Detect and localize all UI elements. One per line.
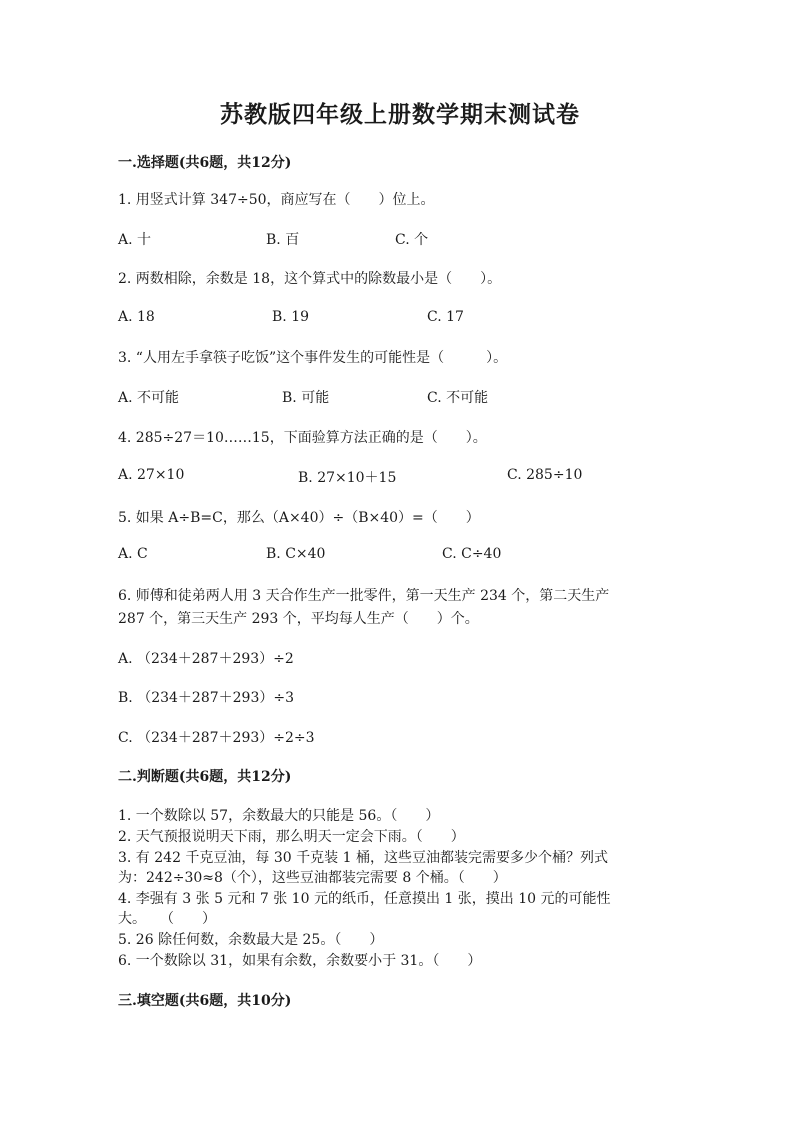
tf-line-8: 6. 一个数除以 31，如果有余数，余数要小于 31。（ ） [118, 953, 482, 969]
section-heading-fill: 三.填空题(共6题，共10分) [118, 993, 292, 1009]
tf-line-1: 1. 一个数除以 57，余数最大的只能是 56。（ ） [118, 808, 440, 824]
tf-line-5: 4. 李强有 3 张 5 元和 7 张 10 元的纸币，任意摸出 1 张，摸出 10 元的可能性 [118, 891, 611, 907]
question-3: 3. “人用左手拿筷子吃饭”这个事件发生的可能性是（ ）。 [118, 350, 508, 366]
option-4c: C. 285÷10 [507, 467, 583, 483]
option-4a: A. 27×10 [118, 467, 185, 483]
option-1a: A. 十 [118, 232, 152, 248]
option-6c: C. （234＋287＋293）÷2÷3 [118, 730, 315, 746]
question-2: 2. 两数相除，余数是 18，这个算式中的除数最小是（ ）。 [118, 271, 502, 287]
option-1c: C. 个 [395, 232, 429, 248]
option-3b: B. 可能 [282, 390, 330, 406]
tf-line-2: 2. 天气预报说明天下雨，那么明天一定会下雨。（ ） [118, 829, 465, 845]
option-1b: B. 百 [266, 232, 300, 248]
option-2c: C. 17 [427, 309, 464, 325]
option-5b: B. C×40 [266, 546, 326, 562]
tf-line-4: 为：242÷30≈8（个），这些豆油都装完需要 8 个桶。（ ） [118, 870, 507, 886]
option-2a: A. 18 [118, 309, 155, 325]
option-3a: A. 不可能 [118, 390, 180, 406]
question-1: 1. 用竖式计算 347÷50，商应写在（ ）位上。 [118, 192, 435, 208]
section-heading-truefalse: 二.判断题(共6题，共12分) [118, 769, 292, 785]
question-6-line1: 6. 师傅和徒弟两人用 3 天合作生产一批零件，第一天生产 234 个，第二天生产 [118, 588, 610, 604]
tf-line-6: 大。 （ ） [118, 911, 216, 927]
option-6a: A. （234＋287＋293）÷2 [118, 651, 294, 667]
option-5a: A. C [118, 546, 148, 562]
question-5: 5. 如果 A÷B=C，那么（A×40）÷（B×40）=（ ） [118, 510, 480, 526]
page-title: 苏教版四年级上册数学期末测试卷 [220, 101, 580, 128]
option-2b: B. 19 [272, 309, 310, 325]
tf-line-7: 5. 26 除任何数，余数最大是 25。（ ） [118, 932, 384, 948]
question-6-line2: 287 个，第三天生产 293 个，平均每人生产（ ）个。 [118, 611, 479, 627]
tf-line-3: 3. 有 242 千克豆油，每 30 千克装 1 桶，这些豆油都装完需要多少个桶？列式 [118, 850, 608, 866]
question-4: 4. 285÷27＝10……15，下面验算方法正确的是（ ）。 [118, 430, 487, 446]
option-6b: B. （234＋287＋293）÷3 [118, 690, 294, 706]
section-heading-choice: 一.选择题(共6题，共12分) [118, 155, 292, 171]
option-4b: B. 27×10＋15 [298, 470, 397, 486]
option-3c: C. 不可能 [427, 390, 489, 406]
option-5c: C. C÷40 [442, 546, 502, 562]
